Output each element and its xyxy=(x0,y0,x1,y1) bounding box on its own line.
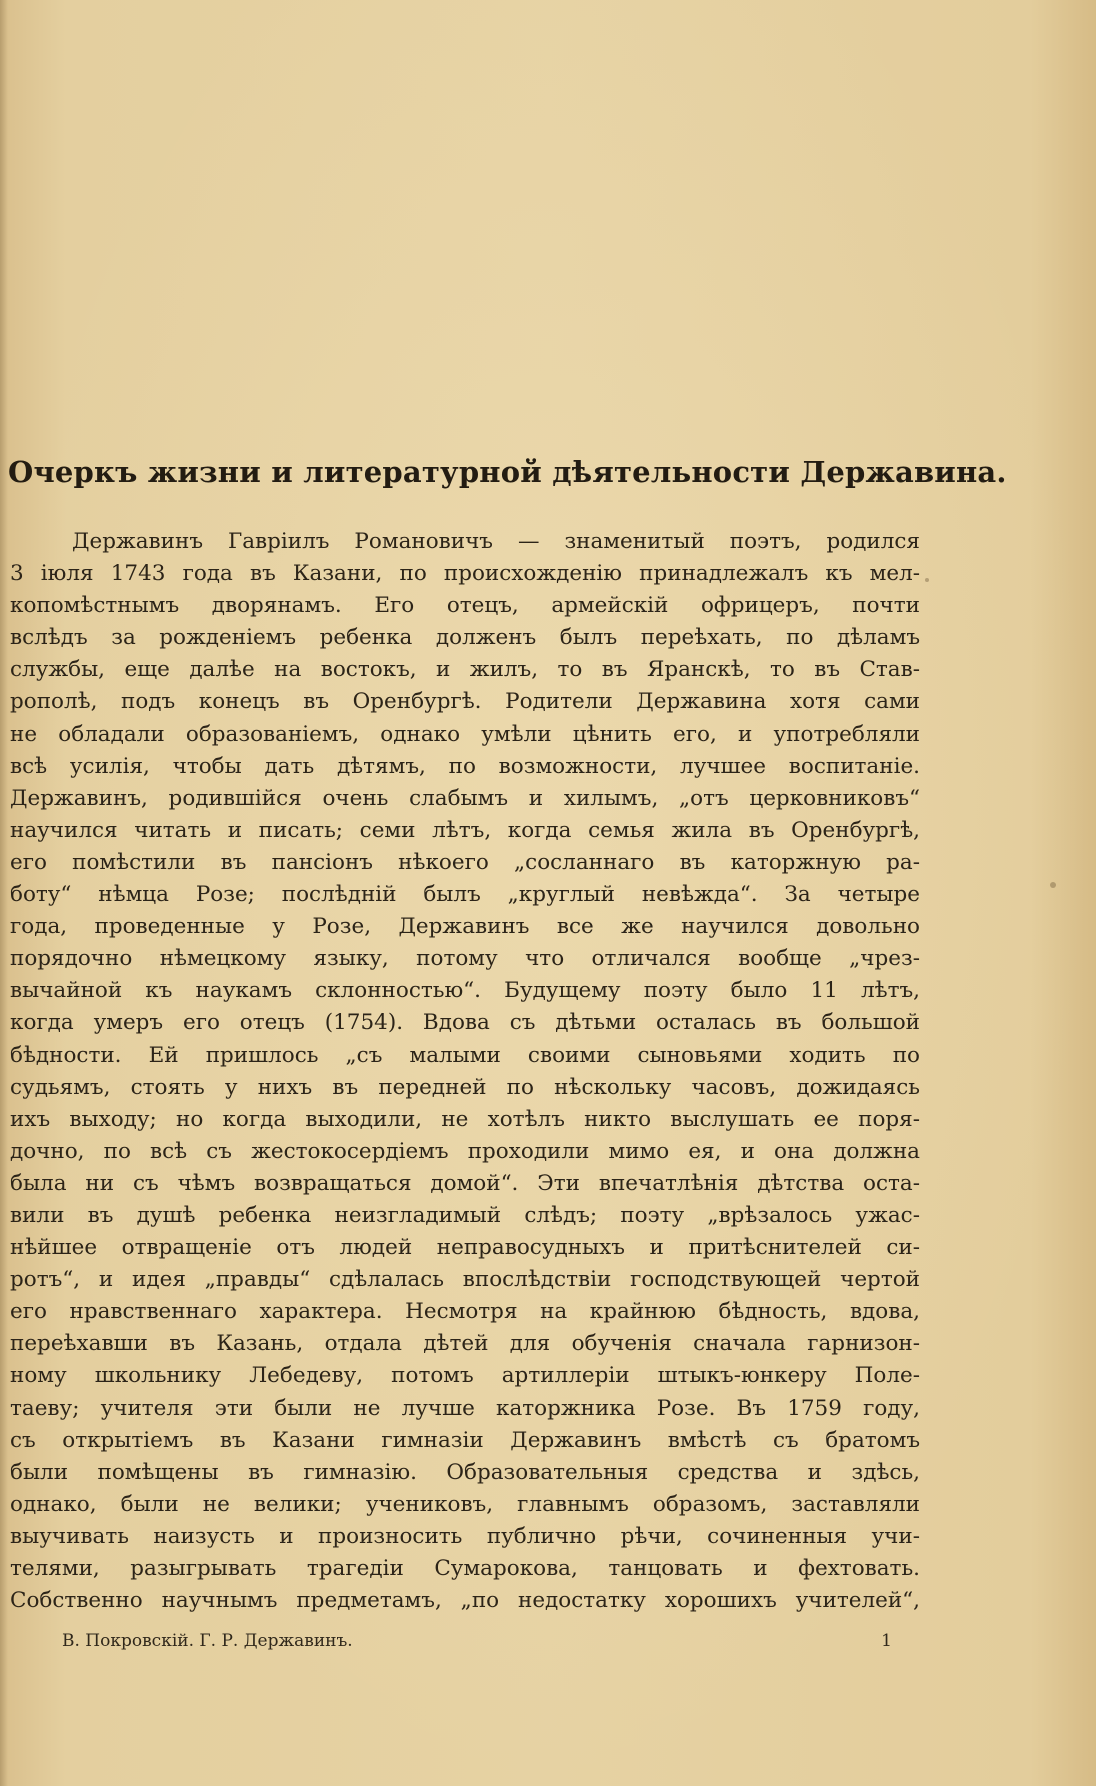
text-line: вили въ душѣ ребенка неизгладимый слѣдъ; поэту „врѣзалось ужас- xyxy=(10,1202,920,1228)
text-line: не обладали образованіемъ, однако умѣли цѣнить его, и употребляли xyxy=(10,721,920,747)
text-line: Державинъ Гавріилъ Романовичъ — знаменитый поэтъ, родился xyxy=(72,529,920,554)
page-edge-shadow xyxy=(0,0,8,1786)
text-line: переѣхавши въ Казань, отдала дѣтей для обученія сначала гарнизон- xyxy=(10,1331,920,1357)
text-line: порядочно нѣмецкому языку, потому что отличался вообще „чрез- xyxy=(10,946,920,972)
paper-speck xyxy=(925,578,929,582)
text-line: боту“ нѣмца Розе; послѣдній былъ „круглый невѣжда“. За четыре xyxy=(10,882,920,908)
text-line: Державинъ, родившійся очень слабымъ и хилымъ, „отъ церковниковъ“ xyxy=(10,785,920,811)
text-line: была ни съ чѣмъ возвращаться домой“. Эти впечатлѣнія дѣтства оста- xyxy=(10,1170,920,1196)
text-line: 3 іюля 1743 года въ Казани, по происхожденію принадлежалъ къ мел- xyxy=(10,561,920,587)
text-line: его нравственнаго характера. Несмотря на крайнюю бѣдность, вдова, xyxy=(10,1299,920,1325)
text-line: года, проведенные у Розе, Державинъ все же научился довольно xyxy=(10,914,920,940)
text-line: нѣйшее отвращеніе отъ людей неправосудныхъ и притѣснителей си- xyxy=(10,1235,920,1261)
page-number: 1 xyxy=(881,1631,892,1651)
text-line: вслѣдъ за рожденіемъ ребенка долженъ былъ переѣхать, по дѣламъ xyxy=(10,625,920,651)
text-line: вычайной къ наукамъ склонностью“. Будущему поэту было 11 лѣтъ, xyxy=(10,978,920,1004)
text-line: телями, разыгрывать трагедіи Сумарокова, танцовать и фехтовать. xyxy=(10,1556,920,1581)
paper-speck xyxy=(1050,882,1056,888)
text-line: его помѣстили въ пансіонъ нѣкоего „сосланнаго въ каторжную ра- xyxy=(10,849,920,875)
body-text xyxy=(10,526,920,1617)
text-line: съ открытіемъ въ Казани гимназіи Державинъ вмѣстѣ съ братомъ xyxy=(10,1427,920,1453)
text-line: выучивать наизусть и произносить публично рѣчи, сочиненныя учи- xyxy=(10,1523,920,1549)
text-line: всѣ усилія, чтобы дать дѣтямъ, по возможности, лучшее воспитаніе. xyxy=(10,753,920,779)
text-line: службы, еще далѣе на востокъ, и жилъ, то въ Яранскѣ, то въ Став- xyxy=(10,657,920,683)
chapter-heading: Очеркъ жизни и литературной дѣятельности Державина. xyxy=(8,455,1007,489)
text-line: научился читать и писать; семи лѣтъ, когда семья жила въ Оренбургѣ, xyxy=(10,817,920,843)
page-footer xyxy=(62,1628,892,1654)
text-line: ному школьнику Лебедеву, потомъ артиллеріи штыкъ-юнкеру Поле- xyxy=(10,1363,920,1389)
text-line: однако, были не велики; учениковъ, главнымъ образомъ, заставляли xyxy=(10,1491,920,1517)
text-line: рополѣ, подъ конецъ въ Оренбургѣ. Родители Державина хотя сами xyxy=(10,689,920,715)
text-line: были помѣщены въ гимназію. Образовательныя средства и здѣсь, xyxy=(10,1459,920,1485)
text-line: Собственно научнымъ предметамъ, „по недостатку хорошихъ учителей“, xyxy=(10,1588,920,1614)
text-line: таеву; учителя эти были не лучше каторжника Розе. Въ 1759 году, xyxy=(10,1395,920,1421)
text-line: судьямъ, стоять у нихъ въ передней по нѣскольку часовъ, дожидаясь xyxy=(10,1074,920,1100)
text-line: когда умеръ его отецъ (1754). Вдова съ дѣтьми осталась въ большой xyxy=(10,1010,920,1036)
text-line: копомѣстнымъ дворянамъ. Его отецъ, армейскій офрицеръ, почти xyxy=(10,593,920,619)
footer-author-title: В. Покровскій. Г. Р. Державинъ. xyxy=(62,1631,353,1651)
text-line: дочно, по всѣ съ жестокосердіемъ проходили мимо ея, и она должна xyxy=(10,1138,920,1164)
text-line: бѣдности. Ей пришлось „съ малыми своими сыновьями ходить по xyxy=(10,1042,920,1068)
text-line: ихъ выходу; но когда выходили, не хотѣлъ никто выслушать ее поря- xyxy=(10,1106,920,1132)
text-line: ротъ“, и идея „правды“ сдѣлалась впослѣдствіи господствующей чертой xyxy=(10,1267,920,1293)
